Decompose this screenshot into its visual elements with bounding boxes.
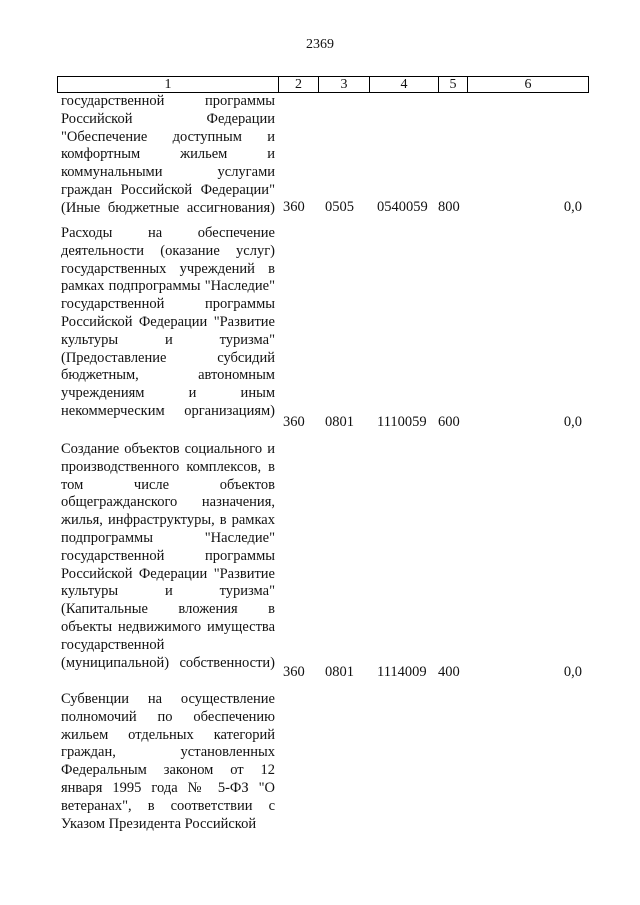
row-2-description: Расходы на обеспечение деятельности (оказание услуг) государственных учреждений в рамках подпрограммы "Наследие" государственной программы Российской Федерации "Развитие культуры и туризма" (Предоставление субсидий бюджетным, автономным учреждениям и иным некоммерческим организациям) [61, 225, 275, 419]
header-col-6: 6 [467, 77, 588, 92]
header-col-1: 1 [164, 77, 172, 92]
row-1-col-5: 800 [438, 199, 460, 215]
page-number: 2369 [306, 37, 334, 52]
header-col-2: 2 [278, 77, 318, 92]
row-3-col-6: 0,0 [563, 664, 582, 680]
row-1-col-6: 0,0 [563, 199, 582, 215]
row-1-col-4: 0540059 [377, 199, 428, 215]
row-1-description: государственной программы Российской Федерации "Обеспечение доступным и комфортным жильем и коммунальными услугами граждан Российской Федерации" (Иные бюджетные ассигнования) [61, 93, 275, 216]
row-2-col-5: 600 [438, 414, 460, 430]
row-3-col-4: 1114009 [377, 664, 427, 680]
row-4-description: Субвенции на осуществление полномочий по обеспечению жильем отдельных категорий граждан, установленных Федеральным законом от 12 января 1995 года № 5-ФЗ "О ветеранах", в соответствии с Указом Президента Российской [61, 691, 275, 832]
header-col-5: 5 [438, 77, 467, 92]
row-1-col-3: 0505 [325, 199, 354, 215]
row-2-col-4: 1110059 [377, 414, 427, 430]
header-col-4: 4 [369, 77, 438, 92]
row-3-col-5: 400 [438, 664, 460, 680]
row-2-col-6: 0,0 [563, 414, 582, 430]
row-2-col-2: 360 [283, 414, 305, 430]
row-1-col-2: 360 [283, 199, 305, 215]
row-3-col-2: 360 [283, 664, 305, 680]
row-3-description: Создание объектов социального и производственного комплексов, в том числе объектов общегражданского назначения, жилья, инфраструктуры, в рамках подпрограммы "Наследие" государственной программы Российской Федерации "Развитие культуры и туризма" (Капитальные вложения в объекты недвижимого имущества государственной (муниципальной) собственности) [61, 441, 275, 671]
row-3-col-3: 0801 [325, 664, 354, 680]
header-col-3: 3 [318, 77, 369, 92]
table-header [57, 76, 589, 93]
row-2-col-3: 0801 [325, 414, 354, 430]
